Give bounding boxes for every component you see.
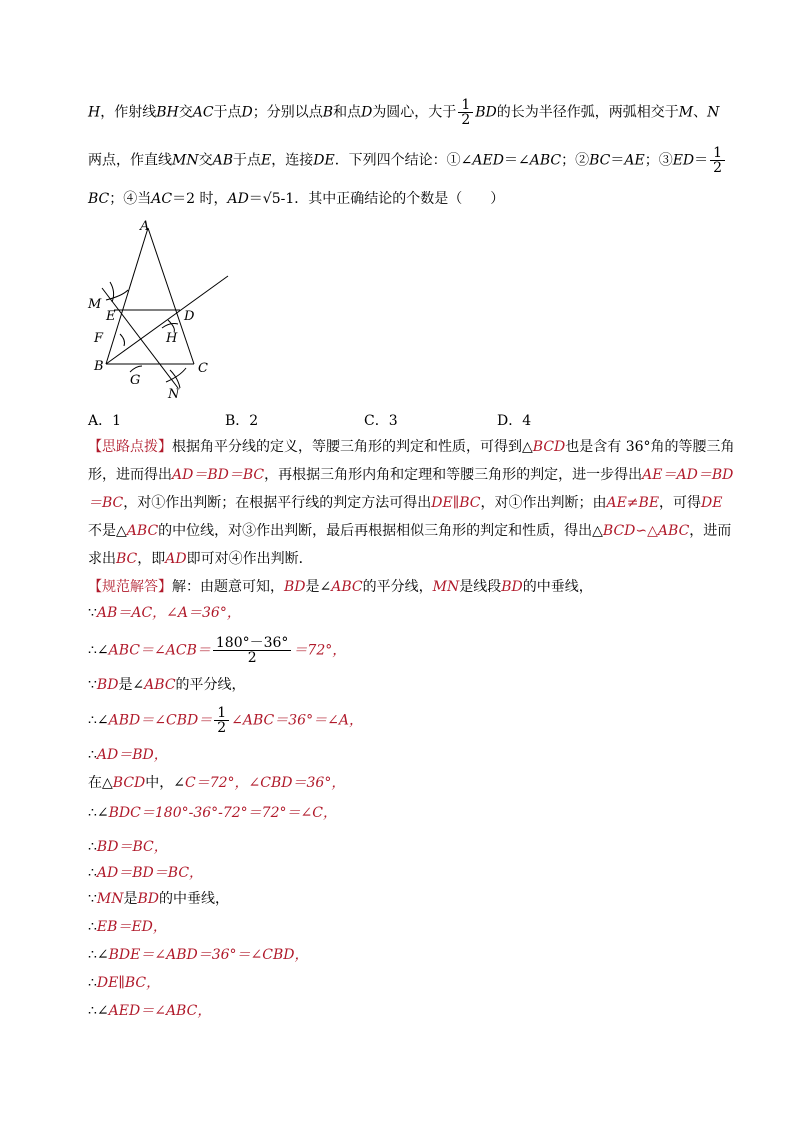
fraction — [214, 706, 229, 735]
text: 的中垂线， — [159, 891, 230, 907]
text: E — [261, 152, 272, 169]
numerator: 1 — [458, 98, 473, 113]
text: ＝√5-1．其中正确结论的个数是（ ） — [248, 191, 505, 207]
text: AB — [212, 152, 233, 169]
text: ABC — [242, 712, 275, 729]
text: BE — [638, 495, 660, 511]
text: ＝72°， — [293, 642, 347, 659]
option-c: C．3 — [364, 413, 398, 429]
text: ABC — [144, 677, 176, 693]
text: 的中垂线， — [522, 579, 593, 595]
text: AC — [131, 605, 153, 621]
text: DE — [701, 495, 723, 511]
text: ＝ — [193, 467, 208, 483]
text: BCD — [602, 523, 636, 539]
text: ∥ — [118, 975, 125, 991]
question-line-3 — [88, 188, 504, 210]
text: BC — [132, 839, 154, 855]
text: AED — [472, 152, 504, 169]
text: ABC — [126, 523, 159, 539]
text: BDC — [108, 805, 141, 821]
text: 也是含有 36°角的等腰三角 — [565, 439, 735, 455]
text: ＝∠ — [140, 947, 167, 963]
text: ABD — [166, 947, 198, 963]
text: ，可得 — [659, 495, 702, 511]
text: AD — [165, 551, 187, 567]
text: 的长为半径作弧，两弧相交于 — [496, 104, 679, 121]
text: 是线段 — [459, 579, 502, 595]
option-d: D．4 — [497, 413, 532, 429]
solution-line-5 — [88, 706, 363, 735]
text: CBD — [262, 947, 295, 963]
text: ＝180°-36°-72°＝72°＝∠ — [140, 805, 313, 821]
numerator: 1 — [214, 706, 229, 721]
text: ABD — [108, 712, 141, 729]
text: ．下列四个结论：①∠ — [334, 152, 473, 169]
solution-line-8 — [88, 802, 337, 824]
text: 、 — [693, 104, 708, 121]
text: ∽△ — [635, 523, 658, 539]
text: AE — [624, 152, 645, 169]
text: 交 — [178, 104, 193, 121]
text: 是∠ — [118, 677, 145, 693]
text: ∴ — [88, 919, 97, 935]
text: ， — [294, 947, 309, 963]
hint-line-2 — [88, 464, 733, 486]
label-b: B — [94, 359, 104, 374]
hint-line-5 — [88, 548, 313, 570]
text: CBD — [260, 775, 293, 791]
text: ，再根据三角形内角和定理和等腰三角形的判定，进一步得出 — [264, 467, 643, 483]
solution-line-13 — [88, 944, 309, 966]
text: 根据角平分线的定义，等腰三角形的判定和性质，可得到△ — [172, 439, 533, 455]
hint-line-3 — [88, 492, 723, 514]
label-a: A — [140, 219, 150, 234]
ray-bh — [106, 276, 228, 364]
numerator: 1 — [710, 146, 725, 161]
side-ab — [106, 228, 148, 364]
fraction — [458, 98, 473, 127]
hint-tag: 【思路点拨】 — [88, 439, 172, 455]
text: ＝36°， — [292, 775, 346, 791]
arc-f — [120, 334, 125, 346]
text: ∴∠ — [88, 712, 109, 729]
text: ABC — [331, 579, 363, 595]
text: BD — [132, 747, 154, 763]
text: N — [707, 104, 720, 121]
solution-line-15 — [88, 1000, 211, 1022]
text: B — [322, 104, 334, 121]
text: ∴ — [88, 747, 97, 763]
text: ∴∠ — [88, 805, 109, 821]
arc-h-2 — [162, 324, 178, 329]
text: BD — [207, 467, 229, 483]
text: ＝ — [610, 152, 625, 169]
solution-line-10 — [88, 862, 203, 884]
text: 形，进而得出 — [88, 467, 172, 483]
text: 交 — [198, 152, 213, 169]
text: ACB — [165, 642, 197, 659]
text: AED — [108, 1003, 141, 1019]
text: BD — [96, 839, 119, 855]
text: ；③ — [644, 152, 673, 169]
text: BC — [167, 865, 190, 881]
text: ；② — [561, 152, 590, 169]
text: ，对①作出判断；在根据平行线的判定方法可得出 — [123, 495, 432, 511]
text: ＝∠ — [140, 642, 166, 659]
text: C — [312, 805, 323, 821]
text: ＝ — [118, 865, 133, 881]
text: ， — [348, 712, 363, 729]
text: AB — [96, 605, 118, 621]
label-n: N — [168, 387, 180, 402]
solution-line-11 — [88, 888, 229, 910]
text: ∥ — [452, 495, 460, 511]
solution-line-7 — [88, 772, 345, 794]
text: ＝ — [196, 642, 211, 659]
text: BC — [589, 152, 611, 169]
text: 即可对④作出判断． — [186, 551, 313, 567]
text: MN — [432, 579, 460, 595]
text: ＝36°， — [188, 605, 241, 621]
arc-n-1 — [166, 368, 186, 382]
text: 中，∠ — [145, 775, 185, 791]
text: 的平分线， — [175, 677, 246, 693]
text: AC — [151, 191, 173, 207]
text: H — [88, 104, 101, 121]
solution-line-9 — [88, 836, 168, 858]
text: ∴ — [88, 975, 97, 991]
text: ， — [322, 805, 337, 821]
text: ＝∠ — [140, 1003, 166, 1019]
text: ＝ — [118, 839, 133, 855]
text: 为圆心，大于 — [372, 104, 457, 121]
text: D — [361, 104, 373, 121]
text: ＝ — [697, 467, 712, 483]
text: ；④当 — [109, 191, 152, 207]
text: ，∠ — [152, 605, 178, 621]
label-d: D — [184, 309, 195, 324]
text: ＝36°＝∠ — [274, 712, 339, 729]
denominator: 2 — [217, 720, 227, 736]
solution-line-14 — [88, 972, 160, 994]
label-m: M — [88, 297, 102, 312]
text: AD — [172, 467, 194, 483]
text: DE — [96, 975, 119, 991]
text: ， — [189, 865, 204, 881]
text: AD — [96, 865, 119, 881]
text: 求出 — [88, 551, 116, 567]
text: ABC — [165, 1003, 198, 1019]
text: ∴∠ — [88, 1003, 109, 1019]
text: BD — [284, 579, 306, 595]
text: ＝∠ — [140, 712, 166, 729]
text: ＝2 时， — [172, 191, 228, 207]
hint-line-1 — [88, 436, 735, 458]
text: AE — [642, 467, 663, 483]
solution-tag: 【规范解答】 — [88, 579, 172, 595]
text: A — [177, 605, 189, 621]
text: ＝ — [88, 495, 102, 511]
text: BC — [102, 495, 124, 511]
text: BC — [459, 495, 481, 511]
text: BC — [116, 551, 138, 567]
text: CBD — [166, 712, 199, 729]
label-e: E — [106, 309, 116, 324]
label-g: G — [130, 373, 141, 388]
hint-line-4 — [88, 520, 731, 542]
text: C — [185, 775, 196, 791]
label-h: H — [166, 331, 178, 346]
text: AC — [192, 104, 214, 121]
text: ， — [153, 839, 168, 855]
label-c: C — [198, 361, 208, 376]
question-line-2 — [88, 146, 727, 175]
text: AE — [606, 495, 627, 511]
text: D — [241, 104, 253, 121]
text: ∴∠ — [88, 947, 109, 963]
option-a: A．1 — [88, 413, 122, 429]
text: ， — [153, 747, 168, 763]
text: ＝ — [694, 152, 709, 169]
text: ∵ — [88, 891, 97, 907]
text: ABC — [657, 523, 690, 539]
text: BCD — [112, 775, 146, 791]
text: ＝ — [198, 712, 213, 729]
text: ＝ — [662, 467, 677, 483]
text: DE — [431, 495, 453, 511]
text: ，连接 — [271, 152, 314, 169]
solution-line-12 — [88, 916, 167, 938]
text: 于点 — [233, 152, 261, 169]
solution-line-1 — [88, 576, 593, 598]
text: ＝36°＝∠ — [197, 947, 263, 963]
text: ＝ — [153, 865, 168, 881]
text: AD — [227, 191, 249, 207]
arc-g — [130, 366, 142, 372]
text: BC — [88, 191, 110, 207]
text: BC — [124, 975, 147, 991]
fraction — [213, 636, 292, 665]
denominator: 2 — [247, 650, 257, 666]
arc-m-1 — [106, 290, 128, 300]
denominator: 2 — [461, 112, 471, 128]
text: ＝∠ — [503, 152, 530, 169]
text: ＝72°，∠ — [195, 775, 261, 791]
text: 和点 — [333, 104, 362, 121]
text: ＝ — [228, 467, 243, 483]
text: 在△ — [88, 775, 113, 791]
text: ；分别以点 — [252, 104, 323, 121]
text: ， — [197, 1003, 212, 1019]
text: ＝ — [117, 919, 132, 935]
text: ∵ — [88, 605, 97, 621]
text: ，作射线 — [100, 104, 157, 121]
text: BD — [96, 677, 119, 693]
text: A — [338, 712, 349, 729]
text: 是∠ — [305, 579, 332, 595]
text: MN — [172, 152, 199, 169]
text: BC — [242, 467, 265, 483]
text: ， — [146, 975, 161, 991]
text: DE — [313, 152, 335, 169]
text: 解：由题意可知， — [172, 579, 284, 595]
fraction — [710, 146, 725, 175]
numerator: 180°－36° — [213, 636, 292, 651]
text: ∴∠ — [88, 642, 109, 659]
text: MN — [96, 891, 124, 907]
text: 两点，作直线 — [88, 152, 172, 169]
label-f: F — [94, 331, 104, 346]
text: ，对①作出判断；由 — [480, 495, 607, 511]
solution-line-6 — [88, 744, 168, 766]
solution-line-4 — [88, 674, 246, 696]
text: ≠ — [626, 495, 639, 511]
solution-line-2 — [88, 602, 241, 624]
text: ∵ — [88, 677, 97, 693]
text: ∠ — [231, 712, 243, 729]
geometry-figure — [82, 216, 242, 406]
text: ABC — [529, 152, 562, 169]
solution-line-3 — [88, 636, 346, 665]
text: M — [678, 104, 694, 121]
text: ∴ — [88, 839, 97, 855]
text: 不是△ — [88, 523, 127, 539]
text: 是 — [123, 891, 138, 907]
text: ＝ — [117, 605, 132, 621]
text: AD — [96, 747, 119, 763]
text: 的中位线，对③作出判断，最后再根据相似三角形的判定和性质，得出△ — [158, 523, 603, 539]
text: 于点 — [213, 104, 242, 121]
text: BCD — [532, 439, 566, 455]
text: BD — [475, 104, 497, 121]
text: ∴ — [88, 865, 97, 881]
text: AD — [676, 467, 698, 483]
text: ED — [672, 152, 695, 169]
question-line-1 — [88, 98, 719, 127]
text: 的平分线， — [362, 579, 433, 595]
text: BD — [711, 467, 734, 483]
text: ED — [131, 919, 153, 935]
text: BH — [156, 104, 179, 121]
denominator: 2 — [713, 160, 723, 176]
text: BD — [132, 865, 154, 881]
text: ＝ — [118, 747, 133, 763]
text: ，即 — [137, 551, 166, 567]
text: BD — [137, 891, 160, 907]
option-b: B．2 — [225, 413, 259, 429]
text: ABC — [108, 642, 141, 659]
text: ， — [152, 919, 167, 935]
text: BD — [501, 579, 523, 595]
text: EB — [96, 919, 118, 935]
text: ，进而 — [689, 523, 732, 539]
text: BDE — [108, 947, 141, 963]
